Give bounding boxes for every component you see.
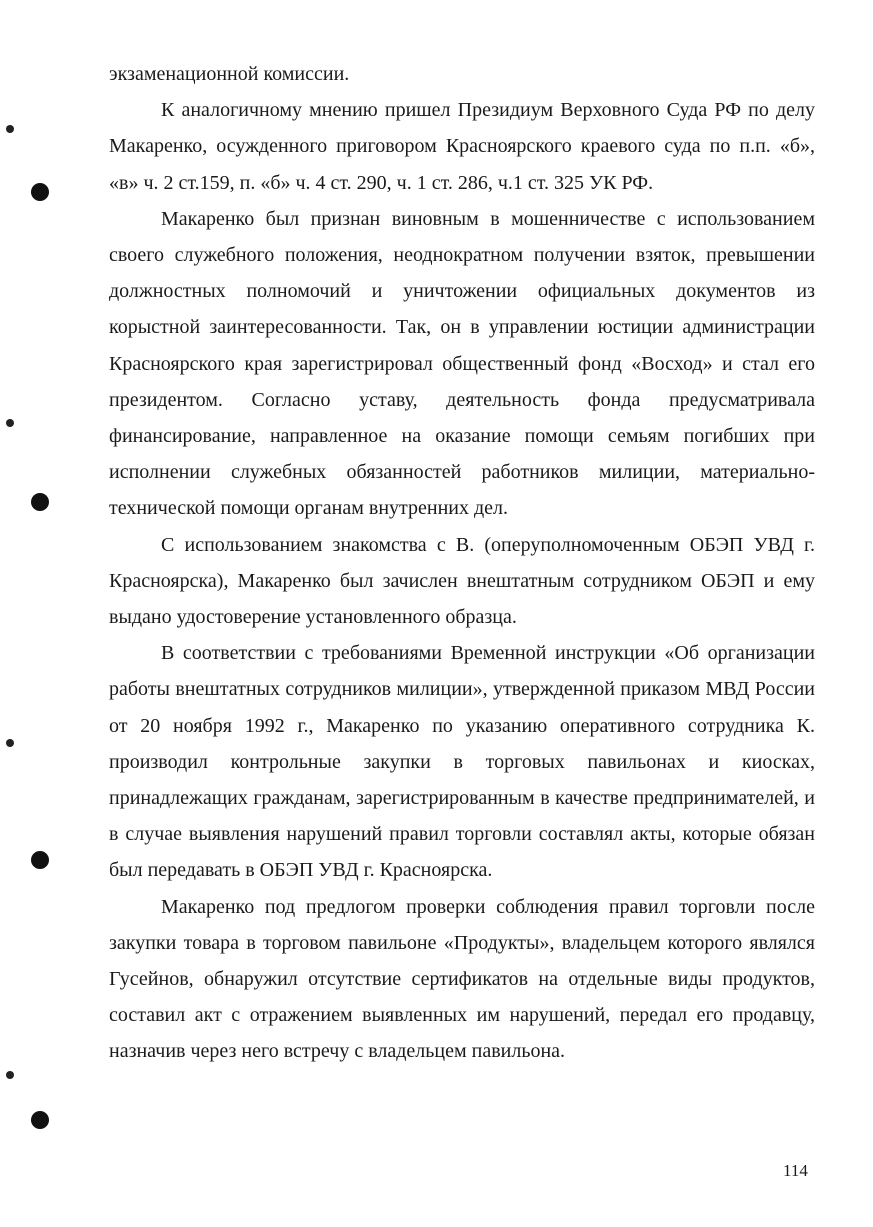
paragraph: Макаренко был признан виновным в мошенничестве с использованием своего служебного положения, неоднократном получении взяток, превышении должностных полномочий и уничтожении официальных документов из корыстной заинтересованности. Так, он в управлении юстиции администрации Красноярского края зарегистрировал общественный фонд «Восход» и стал его президентом. Согласно уставу, деятельность фонда предусматривала финансирование, направленное на оказание помощи семьям погибших при исполнении служебных обязанностей работников милиции, материально-технической помощи органам внутренних дел. — [109, 207, 815, 520]
document-body — [109, 56, 815, 1070]
paragraph: С использованием знакомства с В. (оперуполномоченным ОБЭП УВД г. Красноярска), Макаренко был зачислен внештатным сотрудником ОБЭП и ему выдано удостоверение установленного образца. — [109, 533, 815, 629]
paragraph: В соответствии с требованиями Временной инструкции «Об организации работы внештатных сотрудников милиции», утвержденной приказом МВД России от 20 ноября 1992 г., Макаренко по указанию оперативного сотрудника К. производил контрольные закупки в торговых павильонах и киосках, принадлежащих гражданам, зарегистрированным в качестве предпринимателей, и в случае выявления нарушений правил торговли составлял акты, которые обязан был передавать в ОБЭП УВД г. Красноярска. — [109, 642, 815, 882]
paragraph: экзаменационной комиссии. — [109, 63, 350, 85]
binder-hole — [31, 183, 49, 201]
binder-hole — [31, 1111, 49, 1129]
page-number: 114 — [783, 1161, 808, 1180]
binder-hole — [31, 493, 49, 511]
scan-speck — [6, 419, 14, 427]
paragraph: К аналогичному мнению пришел Президиум Верховного Суда РФ по делу Макаренко, осужденного приговором Красноярского краевого суда по п.п. «б», «в» ч. 2 ст.159, п. «б» ч. 4 ст. 290, ч. 1 ст. 286, ч.1 ст. 325 УК РФ. — [109, 99, 815, 194]
scan-speck — [6, 125, 14, 133]
scan-speck — [6, 1071, 14, 1079]
paragraph: Макаренко под предлогом проверки соблюдения правил торговли после закупки товара в торговом павильоне «Продукты», владельцем которого являлся Гусейнов, обнаружил отсутствие сертификатов на отдельные виды продуктов, составил акт с отражением выявленных им нарушений, передал его продавцу, назначив через него встречу с владельцем павильона. — [109, 895, 815, 1063]
binder-hole — [31, 851, 49, 869]
scan-speck — [6, 739, 14, 747]
